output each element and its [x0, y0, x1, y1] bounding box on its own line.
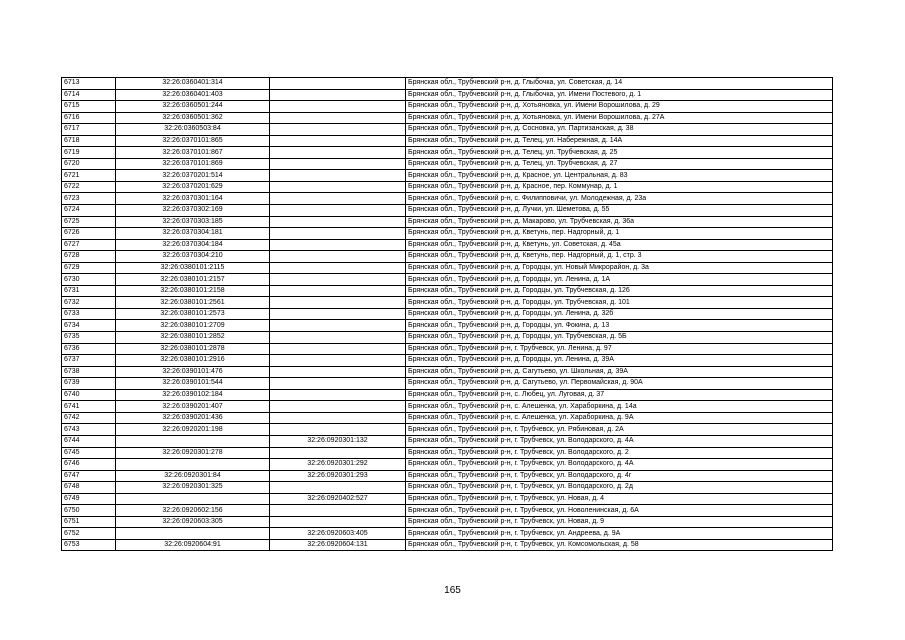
address-cell: Брянская обл., Трубчевский р-н, д. Хотьяновка, ул. Имени Ворошилова, д. 29: [406, 101, 833, 113]
row-number-cell: 6728: [62, 251, 116, 263]
related-cadastral-number-cell: [270, 251, 406, 263]
address-cell: Брянская обл., Трубчевский р-н, г. Трубчевск, ул. Володарского, д. 4А: [406, 459, 833, 471]
address-cell: Брянская обл., Трубчевский р-н, г. Трубчевск, ул. Комсомольская, д. 58: [406, 539, 833, 551]
related-cadastral-number-cell: [270, 355, 406, 367]
address-cell: Брянская обл., Трубчевский р-н, д. Телец, ул. Трубчевская, д. 25: [406, 147, 833, 159]
table-row: [62, 332, 833, 344]
address-cell: Брянская обл., Трубчевский р-н, г. Трубчевск, ул. Володарского, д. 2д: [406, 482, 833, 494]
cadastral-number-cell: 32:26:0370101:869: [116, 158, 270, 170]
related-cadastral-number-cell: [270, 216, 406, 228]
table-row: [62, 366, 833, 378]
row-number-cell: 6739: [62, 378, 116, 390]
cadastral-number-cell: 32:26:0370201:514: [116, 170, 270, 182]
related-cadastral-number-cell: [270, 389, 406, 401]
table-row: [62, 124, 833, 136]
address-cell: Брянская обл., Трубчевский р-н, д. Макарово, ул. Трубчевская, д. 36а: [406, 216, 833, 228]
cadastral-number-cell: 32:26:0370304:184: [116, 239, 270, 251]
cadastral-number-cell: 32:26:0370302:169: [116, 205, 270, 217]
table-row: [62, 470, 833, 482]
cadastral-number-cell: 32:26:0390101:544: [116, 378, 270, 390]
row-number-cell: 6723: [62, 193, 116, 205]
row-number-cell: 6713: [62, 78, 116, 90]
row-number-cell: 6746: [62, 459, 116, 471]
cadastral-number-cell: 32:26:0920301:84: [116, 470, 270, 482]
cadastral-number-cell: 32:26:0390201:436: [116, 412, 270, 424]
table-row: [62, 482, 833, 494]
address-cell: Брянская обл., Трубчевский р-н, д. Глыбочка, ул. Имени Постевого, д. 1: [406, 89, 833, 101]
table-row: [62, 239, 833, 251]
address-cell: Брянская обл., Трубчевский р-н, г. Трубчевск, ул. Володарского, д. 4г: [406, 470, 833, 482]
row-number-cell: 6731: [62, 285, 116, 297]
address-cell: Брянская обл., Трубчевский р-н, д. Кветунь, пер. Надгорный, д. 1: [406, 228, 833, 240]
address-cell: Брянская обл., Трубчевский р-н, с. Любец, ул. Луговая, д. 37: [406, 389, 833, 401]
address-cell: Брянская обл., Трубчевский р-н, д. Телец, ул. Трубчевская, д. 27: [406, 158, 833, 170]
address-cell: Брянская обл., Трубчевский р-н, д. Городцы, ул. Ленина, д. 1А: [406, 274, 833, 286]
address-cell: Брянская обл., Трубчевский р-н, д. Телец, ул. Набережная, д. 14А: [406, 135, 833, 147]
table-row: [62, 459, 833, 471]
related-cadastral-number-cell: [270, 401, 406, 413]
related-cadastral-number-cell: 32:26:0920301:132: [270, 435, 406, 447]
related-cadastral-number-cell: [270, 89, 406, 101]
related-cadastral-number-cell: [270, 447, 406, 459]
row-number-cell: 6748: [62, 482, 116, 494]
related-cadastral-number-cell: [270, 124, 406, 136]
cadastral-number-cell: 32:26:0380101:2115: [116, 262, 270, 274]
address-cell: Брянская обл., Трубчевский р-н, д. Красное, пер. Коммунар, д. 1: [406, 181, 833, 193]
related-cadastral-number-cell: [270, 78, 406, 90]
row-number-cell: 6752: [62, 528, 116, 540]
row-number-cell: 6733: [62, 308, 116, 320]
cadastral-number-cell: 32:26:0380101:2709: [116, 320, 270, 332]
row-number-cell: 6717: [62, 124, 116, 136]
cadastral-number-cell: [116, 493, 270, 505]
row-number-cell: 6725: [62, 216, 116, 228]
address-cell: Брянская обл., Трубчевский р-н, д. Глыбочка, ул. Советская, д. 14: [406, 78, 833, 90]
table-row: [62, 193, 833, 205]
related-cadastral-number-cell: [270, 424, 406, 436]
row-number-cell: 6720: [62, 158, 116, 170]
address-cell: Брянская обл., Трубчевский р-н, д. Красное, ул. Центральная, д. 83: [406, 170, 833, 182]
table-row: [62, 308, 833, 320]
cadastral-number-cell: 32:26:0390102:184: [116, 389, 270, 401]
address-cell: Брянская обл., Трубчевский р-н, г. Трубчевск, ул. Новая, д. 4: [406, 493, 833, 505]
address-cell: Брянская обл., Трубчевский р-н, д. Сосновка, ул. Партизанская, д. 38: [406, 124, 833, 136]
row-number-cell: 6753: [62, 539, 116, 551]
cadastral-number-cell: [116, 435, 270, 447]
table-row: [62, 401, 833, 413]
table-row: [62, 112, 833, 124]
row-number-cell: 6721: [62, 170, 116, 182]
cadastral-number-cell: 32:26:0380101:2157: [116, 274, 270, 286]
row-number-cell: 6724: [62, 205, 116, 217]
row-number-cell: 6727: [62, 239, 116, 251]
cadastral-number-cell: 32:26:0920201:198: [116, 424, 270, 436]
row-number-cell: 6737: [62, 355, 116, 367]
address-cell: Брянская обл., Трубчевский р-н, г. Трубчевск, ул. Андреева, д. 9А: [406, 528, 833, 540]
cadastral-number-cell: 32:26:0360401:314: [116, 78, 270, 90]
cadastral-number-cell: 32:26:0380101:2878: [116, 343, 270, 355]
cadastral-number-cell: 32:26:0380101:2573: [116, 308, 270, 320]
address-cell: Брянская обл., Трубчевский р-н, д. Городцы, ул. Ленина, д. 32б: [406, 308, 833, 320]
table-row: [62, 447, 833, 459]
cadastral-number-cell: 32:26:0920301:278: [116, 447, 270, 459]
cadastral-number-cell: 32:26:0390101:476: [116, 366, 270, 378]
related-cadastral-number-cell: [270, 101, 406, 113]
row-number-cell: 6745: [62, 447, 116, 459]
table-row: [62, 435, 833, 447]
cadastral-number-cell: 32:26:0380101:2158: [116, 285, 270, 297]
cadastral-number-cell: 32:26:0380101:2852: [116, 332, 270, 344]
cadastral-number-cell: 32:26:0370301:164: [116, 193, 270, 205]
table-row: [62, 147, 833, 159]
related-cadastral-number-cell: [270, 366, 406, 378]
row-number-cell: 6747: [62, 470, 116, 482]
table-row: [62, 170, 833, 182]
table-row: [62, 539, 833, 551]
related-cadastral-number-cell: [270, 320, 406, 332]
table-row: [62, 251, 833, 263]
related-cadastral-number-cell: [270, 332, 406, 344]
table-row: [62, 158, 833, 170]
related-cadastral-number-cell: 32:26:0920402:527: [270, 493, 406, 505]
registry-table: [61, 77, 833, 551]
related-cadastral-number-cell: [270, 297, 406, 309]
cadastral-number-cell: 32:26:0380101:2561: [116, 297, 270, 309]
related-cadastral-number-cell: [270, 412, 406, 424]
row-number-cell: 6749: [62, 493, 116, 505]
cadastral-number-cell: 32:26:0360501:244: [116, 101, 270, 113]
address-cell: Брянская обл., Трубчевский р-н, д. Кветунь, ул. Советская, д. 45а: [406, 239, 833, 251]
row-number-cell: 6744: [62, 435, 116, 447]
address-cell: Брянская обл., Трубчевский р-н, г. Трубчевск, ул. Володарского, д. 2: [406, 447, 833, 459]
related-cadastral-number-cell: [270, 308, 406, 320]
related-cadastral-number-cell: 32:26:0920301:292: [270, 459, 406, 471]
row-number-cell: 6726: [62, 228, 116, 240]
address-cell: Брянская обл., Трубчевский р-н, д. Городцы, ул. Трубчевская, д. 5Б: [406, 332, 833, 344]
cadastral-number-cell: [116, 528, 270, 540]
table-row: [62, 528, 833, 540]
cadastral-number-cell: [116, 459, 270, 471]
table-row: [62, 89, 833, 101]
table-row: [62, 355, 833, 367]
address-cell: Брянская обл., Трубчевский р-н, с. Алешенка, ул. Хараборкина, д. 14а: [406, 401, 833, 413]
related-cadastral-number-cell: [270, 343, 406, 355]
row-number-cell: 6740: [62, 389, 116, 401]
address-cell: Брянская обл., Трубчевский р-н, д. Городцы, ул. Трубчевская, д. 126: [406, 285, 833, 297]
related-cadastral-number-cell: [270, 262, 406, 274]
cadastral-number-cell: 32:26:0370304:210: [116, 251, 270, 263]
table-row: [62, 216, 833, 228]
cadastral-number-cell: 32:26:0370304:181: [116, 228, 270, 240]
related-cadastral-number-cell: 32:26:0920603:405: [270, 528, 406, 540]
cadastral-number-cell: 32:26:0360503:84: [116, 124, 270, 136]
table-row: [62, 274, 833, 286]
cadastral-number-cell: 32:26:0920604:91: [116, 539, 270, 551]
table-row: [62, 135, 833, 147]
page-number: 165: [444, 585, 461, 596]
row-number-cell: 6742: [62, 412, 116, 424]
address-cell: Брянская обл., Трубчевский р-н, д. Городцы, ул. Новый Микрорайон, д. 3а: [406, 262, 833, 274]
table-row: [62, 343, 833, 355]
related-cadastral-number-cell: [270, 135, 406, 147]
registry-table-body: [62, 78, 833, 551]
table-row: [62, 78, 833, 90]
cadastral-number-cell: 32:26:0370201:629: [116, 181, 270, 193]
cadastral-number-cell: 32:26:0380101:2916: [116, 355, 270, 367]
row-number-cell: 6732: [62, 297, 116, 309]
table-row: [62, 493, 833, 505]
row-number-cell: 6734: [62, 320, 116, 332]
address-cell: Брянская обл., Трубчевский р-н, с. Алешенка, ул. Хараборкина, д. 9А: [406, 412, 833, 424]
table-row: [62, 505, 833, 517]
related-cadastral-number-cell: [270, 482, 406, 494]
row-number-cell: 6738: [62, 366, 116, 378]
related-cadastral-number-cell: [270, 378, 406, 390]
address-cell: Брянская обл., Трубчевский р-н, д. Хотьяновка, ул. Имени Ворошилова, д. 27А: [406, 112, 833, 124]
related-cadastral-number-cell: [270, 147, 406, 159]
related-cadastral-number-cell: [270, 205, 406, 217]
address-cell: Брянская обл., Трубчевский р-н, д. Сагутьево, ул. Первомайская, д. 90А: [406, 378, 833, 390]
related-cadastral-number-cell: [270, 505, 406, 517]
table-row: [62, 516, 833, 528]
address-cell: Брянская обл., Трубчевский р-н, с. Филипповичи, ул. Молодежная, д. 23а: [406, 193, 833, 205]
cadastral-number-cell: 32:26:0370303:185: [116, 216, 270, 228]
related-cadastral-number-cell: [270, 239, 406, 251]
table-row: [62, 228, 833, 240]
cadastral-number-cell: 32:26:0360401:403: [116, 89, 270, 101]
address-cell: Брянская обл., Трубчевский р-н, г. Трубчевск, ул. Ленина, д. 97: [406, 343, 833, 355]
row-number-cell: 6729: [62, 262, 116, 274]
row-number-cell: 6715: [62, 101, 116, 113]
row-number-cell: 6735: [62, 332, 116, 344]
row-number-cell: 6736: [62, 343, 116, 355]
table-row: [62, 412, 833, 424]
cadastral-number-cell: 32:26:0390201:407: [116, 401, 270, 413]
table-row: [62, 262, 833, 274]
row-number-cell: 6722: [62, 181, 116, 193]
address-cell: Брянская обл., Трубчевский р-н, д. Лучки, ул. Шеметова, д. 55: [406, 205, 833, 217]
row-number-cell: 6716: [62, 112, 116, 124]
cadastral-number-cell: 32:26:0920301:325: [116, 482, 270, 494]
address-cell: Брянская обл., Трубчевский р-н, г. Трубчевск, ул. Новая, д. 9: [406, 516, 833, 528]
table-row: [62, 389, 833, 401]
cadastral-number-cell: 32:26:0920603:305: [116, 516, 270, 528]
row-number-cell: 6718: [62, 135, 116, 147]
address-cell: Брянская обл., Трубчевский р-н, д. Городцы, ул. Фокина, д. 13: [406, 320, 833, 332]
address-cell: Брянская обл., Трубчевский р-н, г. Трубчевск, ул. Володарского, д. 4А: [406, 435, 833, 447]
address-cell: Брянская обл., Трубчевский р-н, д. Сагутьево, ул. Школьная, д. 39А: [406, 366, 833, 378]
table-row: [62, 320, 833, 332]
row-number-cell: 6719: [62, 147, 116, 159]
table-row: [62, 378, 833, 390]
row-number-cell: 6750: [62, 505, 116, 517]
related-cadastral-number-cell: [270, 193, 406, 205]
address-cell: Брянская обл., Трубчевский р-н, д. Кветунь, пер. Надгорный, д. 1, стр. 3: [406, 251, 833, 263]
cadastral-number-cell: 32:26:0370101:865: [116, 135, 270, 147]
table-row: [62, 205, 833, 217]
related-cadastral-number-cell: [270, 516, 406, 528]
table-row: [62, 101, 833, 113]
related-cadastral-number-cell: [270, 170, 406, 182]
related-cadastral-number-cell: [270, 158, 406, 170]
related-cadastral-number-cell: 32:26:0920604:131: [270, 539, 406, 551]
row-number-cell: 6730: [62, 274, 116, 286]
cadastral-number-cell: 32:26:0360501:362: [116, 112, 270, 124]
cadastral-number-cell: 32:26:0920602:156: [116, 505, 270, 517]
row-number-cell: 6751: [62, 516, 116, 528]
table-row: [62, 181, 833, 193]
related-cadastral-number-cell: [270, 112, 406, 124]
cadastral-number-cell: 32:26:0370101:867: [116, 147, 270, 159]
row-number-cell: 6741: [62, 401, 116, 413]
table-row: [62, 285, 833, 297]
address-cell: Брянская обл., Трубчевский р-н, г. Трубчевск, ул. Новоленинская, д. 6А: [406, 505, 833, 517]
related-cadastral-number-cell: [270, 181, 406, 193]
related-cadastral-number-cell: [270, 274, 406, 286]
row-number-cell: 6743: [62, 424, 116, 436]
related-cadastral-number-cell: [270, 285, 406, 297]
address-cell: Брянская обл., Трубчевский р-н, г. Трубчевск, ул. Рябиновая, д. 2А: [406, 424, 833, 436]
row-number-cell: 6714: [62, 89, 116, 101]
related-cadastral-number-cell: 32:26:0920301:293: [270, 470, 406, 482]
related-cadastral-number-cell: [270, 228, 406, 240]
table-row: [62, 424, 833, 436]
table-row: [62, 297, 833, 309]
address-cell: Брянская обл., Трубчевский р-н, д. Городцы, ул. Трубчевская, д. 101: [406, 297, 833, 309]
address-cell: Брянская обл., Трубчевский р-н, д. Городцы, ул. Ленина, д. 39А: [406, 355, 833, 367]
